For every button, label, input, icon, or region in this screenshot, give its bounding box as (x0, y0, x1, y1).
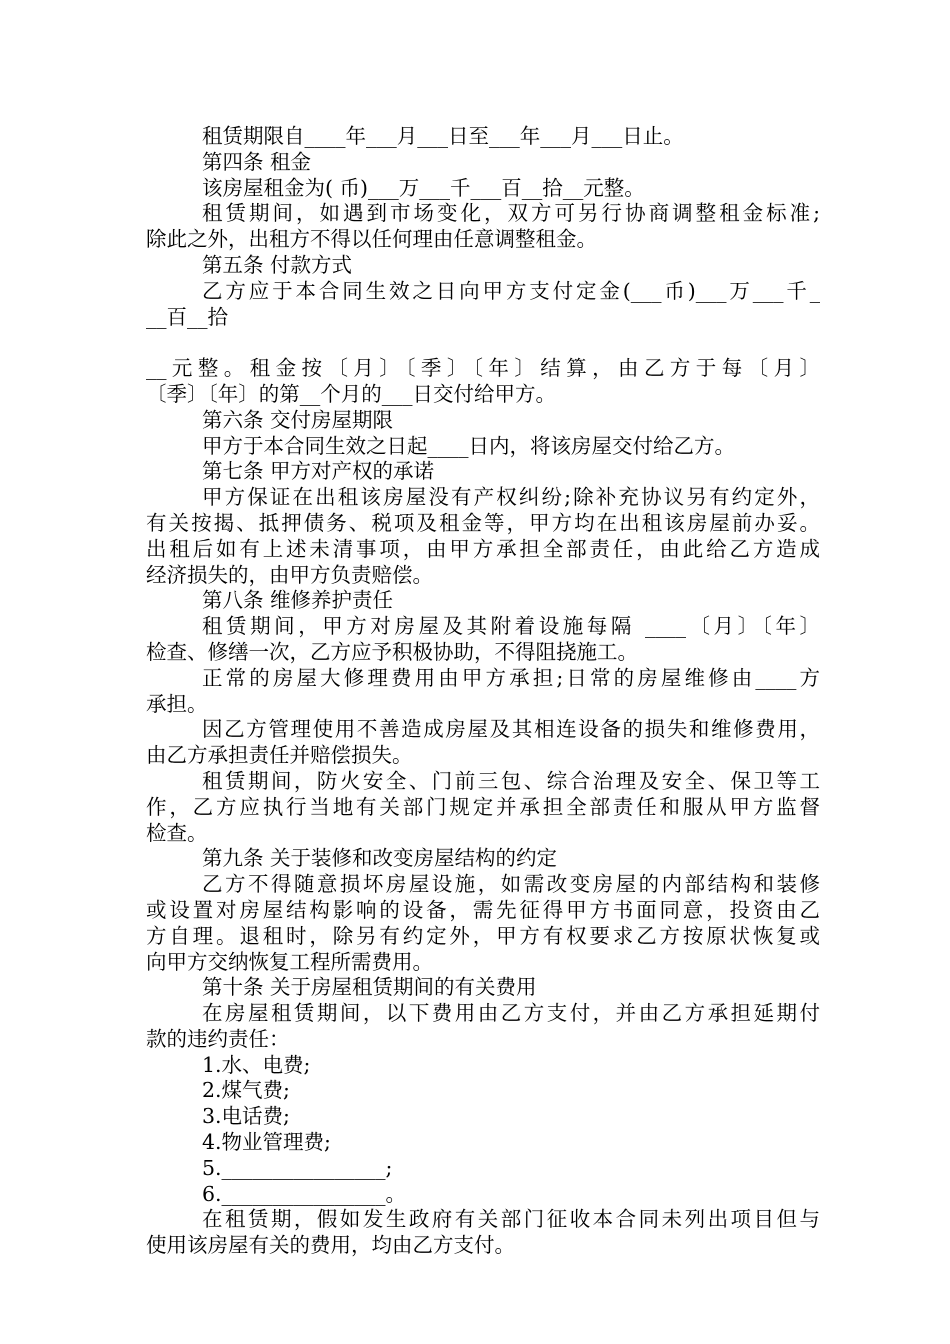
damage-line-2: 由乙方承担责任并赔偿损失。 (146, 743, 413, 768)
other-fees-line-2: 使用该房屋有关的费用，均由乙方支付。 (146, 1233, 515, 1258)
payment-line-2: 〔季〕〔年〕的第__个月的___日交付给甲方。 (146, 381, 556, 406)
ownership-line-1: 甲方保证在出租该房屋没有产权纠纷;除补充协议另有约定外， (202, 485, 820, 510)
blank-gap (146, 330, 820, 356)
delivery-line: 甲方于本合同生效之日起____日内，将该房屋交付给乙方。 (202, 433, 735, 458)
ownership-line-4: 经济损失的，由甲方负责赔偿。 (146, 562, 433, 587)
rent-adjust-line-1: 租赁期间，如遇到市场变化，双方可另行协商调整租金标准; (202, 201, 820, 226)
other-fees-line-1: 在租赁期，假如发生政府有关部门征收本合同未列出项目但与 (202, 1207, 820, 1232)
maintenance-line-1: 租赁期间，甲方对房屋及其附着设施每隔 ____〔月〕〔年〕 (202, 614, 820, 639)
article-5-heading: 第五条 付款方式 (202, 252, 353, 277)
payment-line-1: __元整。租金按〔月〕〔季〕〔年〕结算，由乙方于每〔月〕 (146, 356, 820, 381)
article-4-heading: 第四条 租金 (202, 149, 312, 174)
article-6-heading: 第六条 交付房屋期限 (202, 407, 394, 432)
article-7-heading: 第七条 甲方对产权的承诺 (202, 459, 435, 484)
damage-line-1: 因乙方管理使用不善造成房屋及其相连设备的损失和维修费用， (202, 717, 820, 742)
article-8-heading: 第八条 维修养护责任 (202, 588, 394, 613)
ownership-line-2: 有关按揭、抵押债务、税项及租金等，甲方均在出租该房屋前办妥。 (146, 510, 820, 535)
deposit-line-2: __百__拾 (146, 304, 228, 329)
fee-item-6: 6.________________。 (202, 1181, 407, 1206)
article-9-heading: 第九条 关于装修和改变房屋结构的约定 (202, 846, 558, 871)
renovation-line-3: 方自理。退租时，除另有约定外，甲方有权要求乙方按原状恢复或 (146, 923, 820, 948)
fees-line-2: 款的违约责任： (146, 1026, 290, 1051)
maintenance-line-2: 检查、修缮一次，乙方应予积极协助，不得阻挠施工。 (146, 639, 638, 664)
repair-cost-line-1: 正常的房屋大修理费用由甲方承担;日常的房屋维修由____方 (202, 665, 820, 690)
safety-line-1: 租赁期间，防火安全、门前三包、综合治理及安全、保卫等工 (202, 768, 820, 793)
fee-item-3: 3.电话费; (202, 1104, 290, 1129)
rent-amount-line: 该房屋租金为( 币)___万___千___百__拾__元整。 (202, 175, 645, 200)
deposit-line-1: 乙方应于本合同生效之日向甲方支付定金(___币)___万___千_ (202, 278, 820, 303)
fee-item-1: 1.水、电费; (202, 1052, 311, 1077)
fees-line-1: 在房屋租赁期间，以下费用由乙方支付，并由乙方承担延期付 (202, 1001, 820, 1026)
ownership-line-3: 出租后如有上述未清事项，由甲方承担全部责任，由此给乙方造成 (146, 536, 820, 561)
fee-item-2: 2.煤气费; (202, 1078, 290, 1103)
fee-item-5: 5.________________; (202, 1155, 393, 1180)
renovation-line-2: 或设置对房屋结构影响的设备，需先征得甲方书面同意，投资由乙 (146, 897, 820, 922)
renovation-line-4: 向甲方交纳恢复工程所需费用。 (146, 949, 433, 974)
fee-item-4: 4.物业管理费; (202, 1130, 331, 1155)
repair-cost-line-2: 承担。 (146, 691, 208, 716)
article-10-heading: 第十条 关于房屋租赁期间的有关费用 (202, 975, 537, 1000)
contract-page (146, 124, 820, 1259)
rent-adjust-line-2: 除此之外，出租方不得以任何理由任意调整租金。 (146, 227, 597, 252)
renovation-line-1: 乙方不得随意损坏房屋设施，如需改变房屋的内部结构和装修 (202, 872, 820, 897)
safety-line-2: 作，乙方应执行当地有关部门规定并承担全部责任和服从甲方监督 (146, 794, 820, 819)
safety-line-3: 检查。 (146, 820, 208, 845)
lease-term-line: 租赁期限自____年___月___日至___年___月___日止。 (202, 124, 684, 148)
